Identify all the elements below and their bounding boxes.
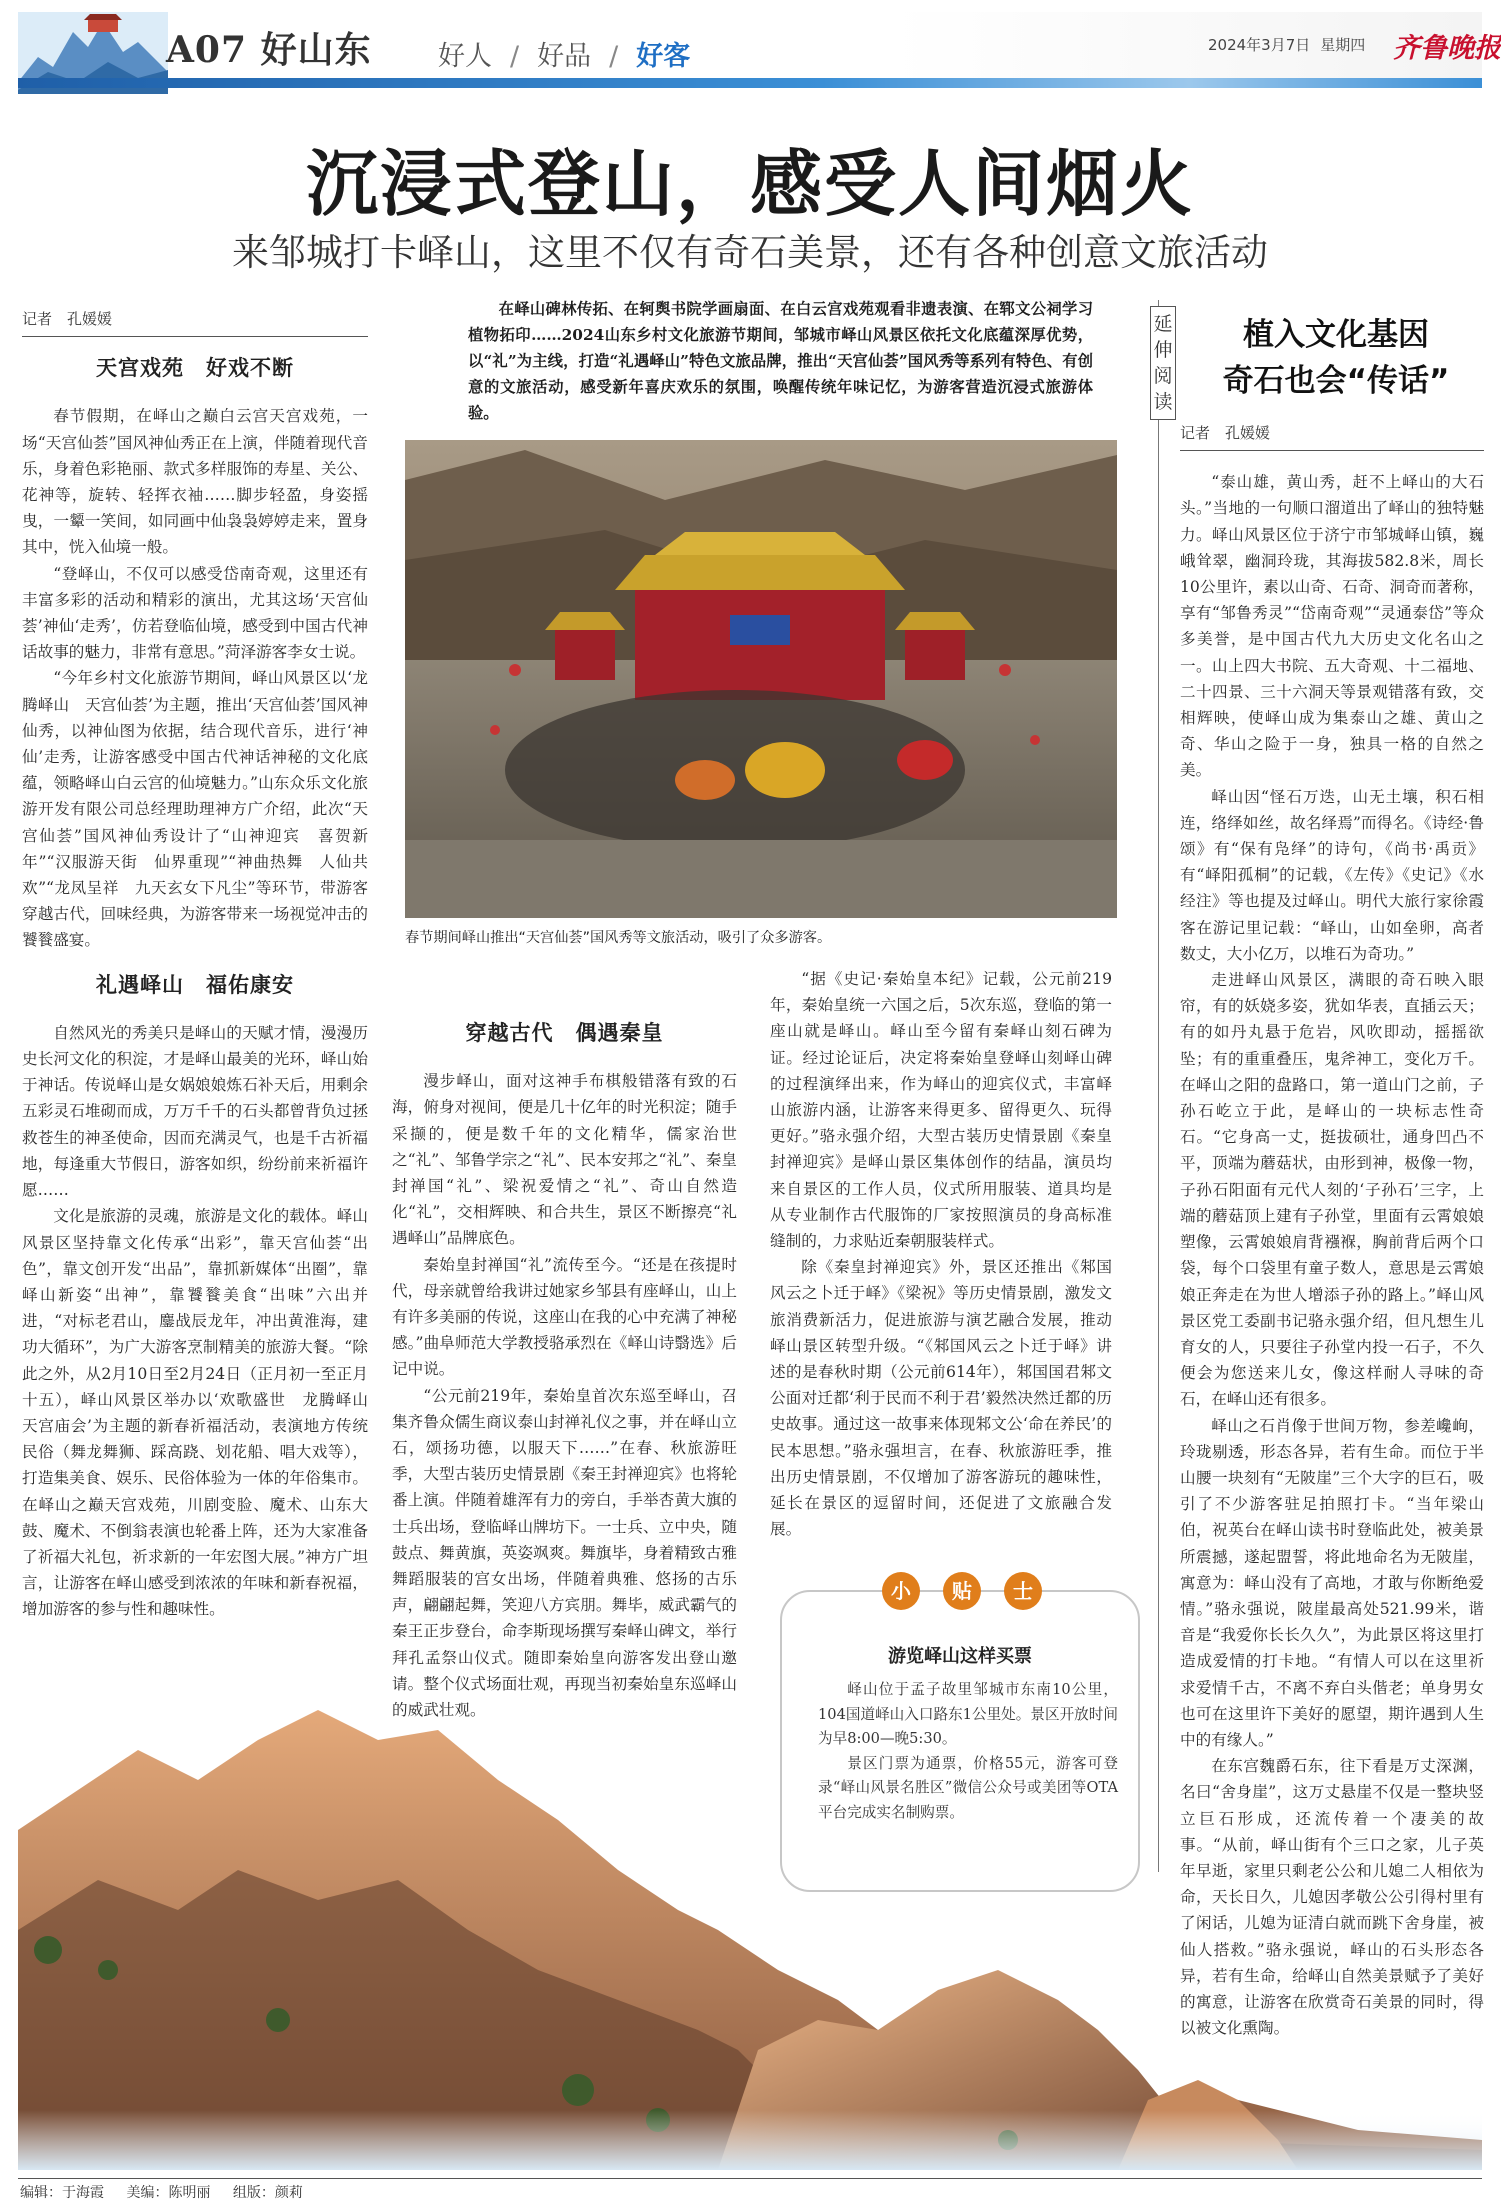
paragraph: 自然风光的秀美只是峄山的天赋才情，漫漫历史长河文化的积淀，才是峄山最美的光环，峄山始于神话。传说峄山是女娲娘娘炼石补天后，用剩余五彩灵石堆砌而成，万万千千的石头都曾背负过拯救苍生的神圣使命，因而充满灵气，也是千古祈福地，每逢重大节假日，游客如织，纷纷前来祈福许愿……	[22, 1023, 368, 1200]
paragraph: 文化是旅游的灵魂，旅游是文化的载体。峄山风景区坚持靠文化传承“出彩”，靠天宫仙荟“出色”，靠文创开发“出品”，靠抓新媒体“出圈”，靠峄山新姿“出神”，靠饕餮美食“出味”六出并进，“对标老君山，鏖战辰龙年，冲出黄淮海，建功大循环”，为广大游客烹制精美的旅游大餐。“除此之外，从2月10日至2月24日（正月初一至正月十五），峄山风景区举办以‘欢歌盛世 龙腾峄山 天宫庙会’为主题的新春祈福活动，表演地方传统民俗（舞龙舞狮、踩高跷、划花船、唱大戏等），打造集美食、娱乐、民俗体验为一体的年俗集市。在峄山之巅天宫戏苑，川剧变脸、魔术、山东大鼓、魔术、不倒翁表演也轮番上阵，还为大家准备了祈福大礼包，祈求新的一年宏图大展。”神方广坦言，让游客在峄山感受到浓浓的年味和新春祝福，增加游客的参与性和趣味性。	[22, 1207, 384, 1619]
paragraph: 景区门票为通票，价格55元，游客可登录“峄山风景名胜区”微信公众号或美团等OTA平台完成实名制购票。	[818, 1754, 1118, 1821]
middle-column-2	[770, 966, 1112, 1578]
sidebar-divider	[1158, 300, 1159, 1872]
editor-credit: 编辑：于海霞	[20, 2185, 104, 2201]
footer-credits	[20, 2182, 321, 2202]
nav-item-haoke[interactable]: 好客	[636, 41, 691, 72]
paragraph: 峄山之石肖像于世间万物，参差巉峋，玲珑剔透，形态各异，若有生命。而位于半山腰一块刻有“无陂崖”三个大字的巨石，吸引了不少游客驻足拍照打卡。“当年梁山伯，祝英台在峄山读书时登临此处，被美景所震撼，遂起盟誓，将此地命名为无陂崖，寓意为：峄山没有了高地，才敢与你断绝爱情。”骆永强说，陂崖最高处521.99米，谐音是“我爱你长长久久”，为此景区将这里打造成爱情的打卡地。“有情人可以在这里祈求爱情千古，不离不弃白头偕老；单身男女也可在这里许下美好的愿望，期许遇到人生中的有缘人。”	[1180, 1416, 1484, 1749]
issue-date: 2024年3月7日 星期四	[1208, 36, 1366, 54]
paragraph: “今年乡村文化旅游节期间，峄山风景区以‘龙腾峄山 天宫仙荟’为主题，推出‘天宫仙荟’国风神仙秀，以神仙图为依据，结合现代音乐，进行‘神仙’走秀，让游客感受中国古代神话神秘的文化底蕴，领略峄山白云宫的仙境魅力。”山东众乐文化旅游开发有限公司总经理助理神方广介绍，此次“天宫仙荟”国风神仙秀设计了“山神迎宾 喜贺新年”“汉服游天街 仙界重现”“神曲热舞 人仙共欢”“龙凤呈祥 九天玄女下凡尘”等环节，带游客穿越古代，回味经典，为游客带来一场视觉冲击的饕餮盛宴。	[22, 669, 368, 950]
nav-separator: /	[510, 41, 520, 72]
sidebar-column	[1180, 420, 1484, 2038]
tip-title: 游览峄山这样买票	[888, 1646, 1032, 1667]
paragraph: 秦始皇封禅国“礼”流传至今。“还是在孩提时代，母亲就曾给我讲过她家乡邹县有座峄山，山上有许多美丽的传说，这座山在我的心中充满了神秘感。”曲阜师范大学教授骆承烈在《峄山诗翳选》后记中说。	[392, 1255, 737, 1379]
section-nav	[438, 34, 690, 73]
tip-box	[780, 1579, 1140, 1892]
section-heading: 礼遇峄山 福佑康安	[96, 972, 294, 997]
paragraph: “据《史记·秦始皇本纪》记载，公元前219年，秦始皇统一六国之后，5次东巡，登临的第一座山就是峄山。峄山至今留有秦峄山刻石碑为证。经过论证后，决定将秦始皇登峄山刻峄山碑的过程演绎出来，作为峄山的迎宾仪式，丰富峄山旅游内涵，让游客来得更多、留得更久、玩得更好。”骆永强介绍，大型古装历史情景剧《秦皇封禅迎宾》是峄山景区集体创作的结晶，演员均来自景区的工作人员，仪式所用服装、道具均是从专业制作古代服饰的厂家按照演员的身高标准缝制的，力求贴近秦朝服装样式。	[770, 970, 1112, 1251]
masthead	[18, 12, 1501, 94]
sidebar-byline: 记者 孔媛媛	[1180, 420, 1484, 451]
footer-rule	[18, 2178, 1482, 2179]
paragraph: 峄山位于孟子故里邹城市东南10公里，104国道峄山入口路东1公里处。景区开放时间为早8:00—晚5:30。	[818, 1681, 1118, 1747]
section-heading: 穿越古代 偶遇秦皇	[465, 1021, 664, 1045]
article-byline: 记者 孔媛媛	[22, 306, 368, 337]
layout-credit: 组版：颜莉	[232, 2185, 303, 2201]
nav-item-haopin[interactable]: 好品	[537, 41, 592, 72]
sidebar-title: 植入文化基因 奇石也会“传话”	[1222, 317, 1450, 399]
section-heading: 天宫戏苑 好戏不断	[96, 356, 294, 381]
page-number-and-section: A07 好山东	[166, 29, 372, 71]
paragraph: 春节假期，在峄山之巅白云宫天宫戏苑，一场“天宫仙荟”国风神仙秀正在上演，伴随着现代音乐，身着色彩艳丽、款式多样服饰的寿星、关公、花神等，旋转、轻挥衣袖……脚步轻盈，身姿摇曳，一颦一笑间，如同画中仙袅袅婷婷走来，置身其中，恍入仙境一般。	[22, 407, 368, 557]
article-subheadline: 来邹城打卡峄山，这里不仅有奇石美景，还有各种创意文旅活动	[232, 231, 1268, 274]
sidebar-tag: 延伸阅读	[1150, 306, 1176, 420]
temple-crowd-photo	[405, 440, 1117, 918]
tip-badge: 贴	[943, 1572, 981, 1610]
paragraph: 走进峄山风景区，满眼的奇石映入眼帘，有的妖娆多姿，犹如华表，直插云天；有的如丹丸悬于危岩，风吹即动，摇摇欲坠；有的重重叠压，鬼斧神工，变化万千。在峄山之阳的盘路口，第一道山门之前，子孙石屹立于此，是峄山的一块标志性奇石。“它身高一丈，挺拔硕壮，通身凹凸不平，顶端为蘑菇状，由形到神，极像一物，子孙石阳面有元代人刻的‘子孙石’三字，上端的蘑菇顶上建有子孙堂，里面有云霄娘娘塑像，云霄娘娘肩背襁褓，胸前背后两个口袋，每个口袋里有童子数人，意思是云霄娘娘正奔走在为世人增添子孙的路上。”峄山风景区党工委副书记骆永强介绍，但凡想生儿育女的人，只要往子孙堂内投一石子，不久便会为您送来儿女，像这样耐人寻味的奇石，在峄山还有很多。	[1180, 971, 1484, 1409]
paragraph: “登峄山，不仅可以感受岱南奇观，这里还有丰富多彩的活动和精彩的演出，尤其这场‘天宫仙荟’神仙‘走秀’，仿若登临仙境，感受到中国古代神话故事的魅力，非常有意思。”菏泽游客李女士说。	[22, 564, 368, 662]
photo-caption: 春节期间峄山推出“天宫仙荟”国风秀等文旅活动，吸引了众多游客。	[405, 930, 832, 946]
paragraph: 除《秦皇封禅迎宾》外，景区还推出《邾国风云之卜迁于峄》《梁祝》等历史情景剧，激发文旅消费新活力，促进旅游与演艺融合发展，推动峄山景区转型升级。“《邾国风云之卜迁于峄》讲述的是春秋时期（公元前614年），邾国国君邾文公面对迁都‘利于民而不利于君’毅然决然迁都的历史故事。通过这一故事来体现邾文公‘命在养民’的民本思想。”骆永强坦言，在春、秋旅游旺季，推出历史情景剧，不仅增加了游客游玩的趣味性，延长在景区的逗留时间，还促进了文旅融合发展。	[770, 1258, 1112, 1539]
nav-item-haoren[interactable]: 好人	[438, 41, 492, 72]
tip-body	[818, 1678, 1118, 1825]
middle-column-1	[392, 966, 737, 1720]
tip-badge: 士	[1004, 1572, 1042, 1610]
nav-separator: /	[609, 41, 619, 72]
paragraph: “公元前219年，秦始皇首次东巡至峄山，召集齐鲁众儒生商议泰山封禅礼仪之事，并在峄山立石，颂扬功德，以服天下……”在春、秋旅游旺季，大型古装历史情景剧《秦王封禅迎宾》也将轮番上演。伴随着雄浑有力的旁白，手举杏黄大旗的士兵出场，登临峄山牌坊下。一士兵、立中央，随鼓点、舞黄旗，英姿飒爽。舞旗毕，身着精致古雅舞蹈服装的宫女出场，伴随着典雅、悠扬的古乐声，翩翩起舞，笑迎八方宾朋。舞毕，威武霸气的秦王正步登台，命李斯现场撰写秦峄山碑文，举行拜孔孟祭山仪式。随即秦始皇向游客发出登山邀请。整个仪式场面壮观，再现当初秦始皇东巡峄山的威武壮观。	[392, 1386, 737, 1720]
newspaper-logo: 齐鲁晚报	[1393, 33, 1501, 64]
designer-credit: 美编：陈明丽	[126, 2185, 211, 2201]
article-headline: 沉浸式登山，感受人间烟火	[305, 141, 1194, 226]
paragraph: “泰山雄，黄山秀，赶不上峄山的大石头。”当地的一句顺口溜道出了峄山的独特魅力。峄山风景区位于济宁市邹城峄山镇，巍峨耸翠，幽洞玲珑，其海拔582.8米，周长10公里许，素以山奇、石奇、洞奇而著称，享有“邹鲁秀灵”“岱南奇观”“灵通泰岱”等众多美誉，是中国古代九大历史文化名山之一。山上四大书院、五大奇观、十二福地、二十四景、三十六洞天等景观错落有致，交相辉映，使峄山成为集泰山之雄、黄山之奇、华山之险于一身，独具一格的自然之美。	[1180, 473, 1484, 780]
article-lead: 在峄山碑林传拓、在轲舆书院学画扇面、在白云宫戏苑观看非遗表演、在郓文公祠学习植物拓印……2024山东乡村文化旅游节期间，邹城市峄山风景区依托文化底蕴深厚优势，以“礼”为主线，打造“礼遇峄山”特色文旅品牌，推出“天宫仙荟”国风秀等系列有特色、有创意的文旅活动，感受新年喜庆欢乐的氛围，唤醒传统年味记忆，为游客营造沉浸式旅游体验。	[468, 300, 1093, 422]
tip-badge: 小	[882, 1572, 920, 1610]
masthead-rule	[18, 78, 1482, 88]
paragraph: 漫步峄山，面对这神手布棋般错落有致的石海，俯身对视间，便是几十亿年的时光积淀；随手采撷的，便是数千年的文化精华，儒家治世之“礼”、邹鲁学宗之“礼”、民本安邦之“礼”、秦皇封禅国“礼”、梁祝爱情之“礼”、奇山自然造化“礼”，交相辉映、和合共生，景区不断擦亮“礼遇峄山”品牌底色。	[392, 1072, 737, 1248]
paragraph: 峄山因“怪石万迭，山无土壤，积石相连，络绎如丝，故名绎焉”而得名。《诗经·鲁颂》有“保有凫绎”的诗句，《尚书·禹贡》有“峄阳孤桐”的记载，《左传》《史记》《水经注》等也提及过峄山。明代大旅行家徐霞客在游记里记载：“峄山，山如垒卵，高者数丈，大小亿万，以堆石为奇功。”	[1180, 787, 1484, 963]
left-column	[22, 306, 384, 1664]
paragraph: 在东宫魏爵石东，往下看是万丈深渊，名曰“舍身崖”，这万丈悬崖不仅是一整块竖立巨石形成，还流传着一个凄美的故事。“从前，峄山街有个三口之家，儿子英年早逝，家里只剩老公公和儿媳二人相依为命，天长日久，儿媳因孝敬公公引得村里有了闲话，儿媳为证清白就而跳下舍身崖，被仙人搭救。”骆永强说，峄山的石头形态各异，若有生命，给峄山自然美景赋予了美好的寓意，让游客在欣赏奇石美景的同时，得以被文化熏陶。	[1180, 1757, 1484, 2038]
